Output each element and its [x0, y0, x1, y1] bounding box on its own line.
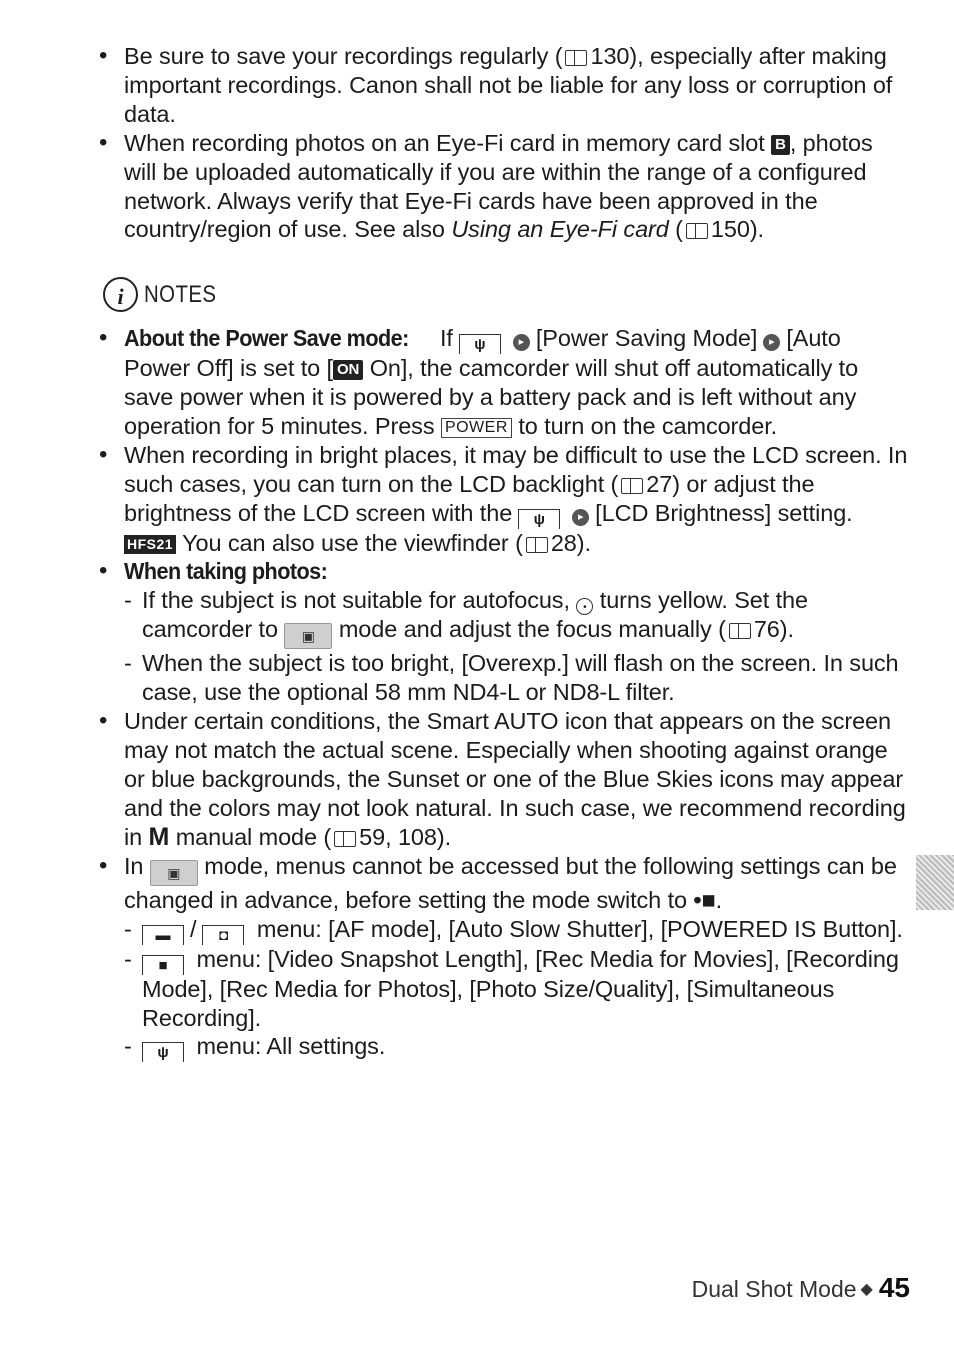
- power-save-bullet: [0, 324, 954, 441]
- book-icon: [565, 50, 587, 66]
- recording-menu-subitem: [0, 945, 954, 1033]
- dual-shot-mode-icon: ▣: [150, 860, 198, 886]
- page-number: 45: [878, 1272, 910, 1303]
- bullet-text: If the subject is not suitable for autofocus,: [142, 587, 570, 614]
- notes-heading: [103, 277, 229, 312]
- book-icon: [526, 537, 548, 553]
- arrow-icon: ▸: [572, 509, 589, 526]
- setup-menu-icon: ψ: [459, 334, 501, 354]
- eyefi-reference-title: Using an Eye-Fi card: [451, 216, 669, 243]
- eyefi-bullet: [0, 129, 954, 245]
- bullet-text: manual mode (: [175, 823, 332, 850]
- photo-camera-menu-icon: ◘: [202, 925, 244, 945]
- camera-menu-subitem: [0, 915, 954, 945]
- book-icon: [334, 831, 356, 847]
- book-icon: [686, 223, 708, 239]
- book-icon: [729, 623, 751, 639]
- bullet-text: menu: [AF mode], [Auto Slow Shutter], [POWERED IS Button].: [256, 915, 903, 942]
- bullet-text: menu: [Video Snapshot Length], [Rec Media for Movies], [Recording Mode], [Rec Media for Photos], [Photo Size/Quality], [Simultaneous Recording].: [142, 945, 899, 1031]
- bullet-text: [LCD Brightness] setting.: [595, 499, 853, 526]
- bullet-text: Under certain conditions, the Smart AUTO icon that appears on the screen may not match the actual scene. Especially when shooting against orange or blue backgrounds, the Sunset or one of the Blue Skies icons may appear and the colors may not look natural. In such case, we recommend recording in: [124, 708, 906, 850]
- bullet-text: If: [439, 325, 453, 351]
- bullet-text: You can also use the viewfinder (: [182, 529, 523, 556]
- section-thumb-tab: [916, 855, 954, 910]
- bullet-text: mode, menus cannot be accessed but the following settings can be changed in advance, before setting the mode switch to: [124, 852, 897, 913]
- bullet-text: menu: All settings.: [196, 1033, 386, 1060]
- diamond-icon: ◆: [860, 1281, 873, 1298]
- setup-menu-subitem: [0, 1032, 954, 1062]
- page-footer: [692, 1272, 910, 1304]
- bullet-text: On], the camcorder will shut off automatically to save power when it is powered by a battery pack and is left without any operation for 5 minutes. Press: [124, 355, 859, 439]
- bullet-text: 28).: [550, 529, 591, 556]
- save-recordings-bullet: [0, 42, 954, 129]
- bullet-text: (: [675, 216, 683, 243]
- bullet-text: [Power Saving Mode]: [535, 325, 758, 351]
- setup-menu-icon: ψ: [142, 1042, 184, 1062]
- bullet-text: When the subject is too bright, [Overexp.] will flash on the screen. In such case, use the optional 58 mm ND4-L or ND8-L filter.: [142, 650, 899, 706]
- autofocus-subitem: [0, 586, 954, 649]
- focus-frame-icon: •: [576, 598, 593, 615]
- model-badge: HFS21: [124, 535, 176, 554]
- bullet-text: .: [715, 886, 723, 913]
- arrow-icon: ▸: [513, 334, 530, 351]
- bullet-text: Be sure to save your recordings regularly (: [124, 43, 563, 69]
- power-key-icon: POWER: [441, 418, 512, 438]
- taking-photos-bullet: [0, 557, 954, 586]
- notes-list: [0, 324, 954, 1062]
- bullet-text: , photos will be uploaded automatically if you are within the range of a configured network. Always verify that Eye-Fi cards have been approved in the country/region of use. See also: [124, 129, 873, 243]
- bright-places-bullet: [0, 441, 954, 558]
- setup-menu-icon: ψ: [518, 509, 560, 529]
- bullet-text: 130), especially after making important recordings. Canon shall not be liable for any loss or corruption of data.: [124, 43, 893, 127]
- bullet-text: 59, 108).: [359, 823, 452, 850]
- bullet-text: When recording in bright places, it may be difficult to use the LCD screen. In such cases, you can turn on the LCD backlight (: [124, 441, 908, 497]
- section-name: Dual Shot Mode: [691, 1276, 857, 1302]
- book-icon: [621, 478, 643, 494]
- power-save-lead: About the Power Save mode:: [124, 325, 409, 351]
- overexposure-subitem: [0, 649, 954, 707]
- info-icon: i: [103, 277, 138, 312]
- camera-mode-icon: ▣: [284, 623, 332, 649]
- on-icon: ON: [333, 360, 363, 380]
- dual-shot-icon: •■: [693, 886, 716, 913]
- bullet-text: In: [124, 852, 144, 879]
- bullet-text: /: [190, 915, 197, 942]
- notes-title: NOTES: [144, 280, 217, 308]
- bullet-text: When recording photos on an Eye-Fi card in memory card slot: [124, 129, 765, 156]
- smart-auto-bullet: [0, 707, 954, 852]
- movie-camera-menu-icon: ▬: [142, 925, 184, 945]
- bullet-text: turns yellow. Set the camcorder to: [142, 587, 808, 643]
- bullet-text: to turn on the camcorder.: [518, 412, 778, 439]
- bullet-text: 27) or adjust the brightness of the LCD screen with the: [124, 470, 815, 526]
- slot-b-icon: B: [771, 135, 790, 155]
- arrow-icon: ▸: [763, 334, 780, 351]
- bullet-text: mode and adjust the focus manually (: [338, 616, 726, 643]
- mode-settings-bullet: [0, 852, 954, 915]
- recording-menu-icon: ■: [142, 955, 184, 975]
- bullet-text: 76).: [753, 616, 794, 643]
- bullet-text: [Auto Power Off] is set to [: [124, 325, 841, 381]
- bullet-text: 150).: [710, 216, 764, 243]
- manual-mode-icon: M: [148, 822, 170, 851]
- top-bullets: [0, 42, 954, 244]
- taking-photos-lead: When taking photos:: [124, 558, 328, 585]
